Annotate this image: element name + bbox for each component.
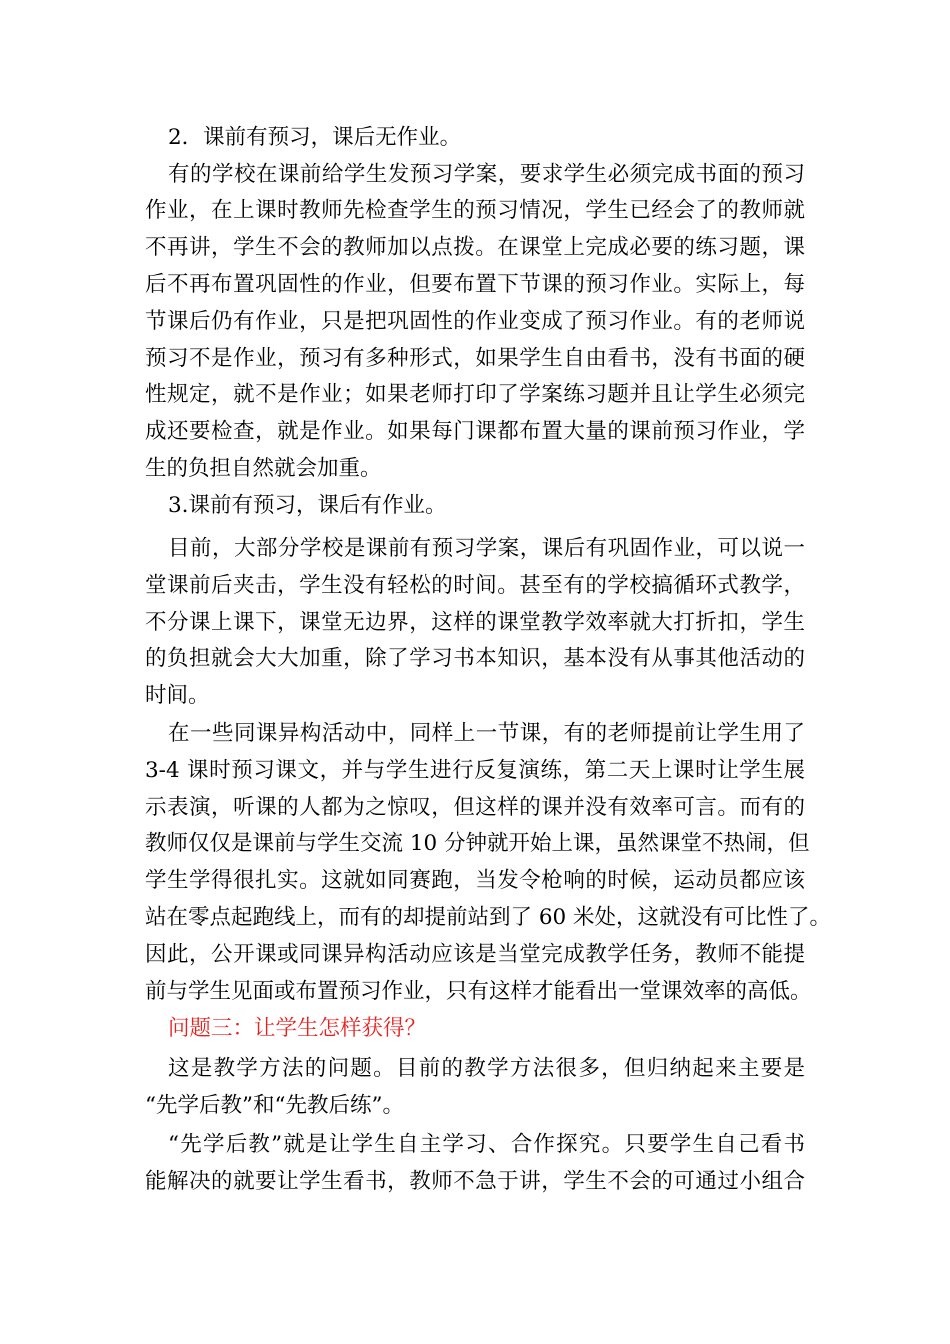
paragraph-line: 有的学校在课前给学生发预习学案，要求学生必须完成书面的预习 [168, 162, 805, 187]
paragraph-line: 性规定，就不是作业；如果老师打印了学案练习题并且让学生必须完 [145, 382, 805, 407]
paragraph-line: 3-4 课时预习课文，并与学生进行反复演练，第二天上课时让学生展 [145, 758, 805, 783]
paragraph-line: 教师仅仅是课前与学生交流 10 分钟就开始上课，虽然课堂不热闹，但 [145, 831, 810, 856]
paragraph-line: 在一些同课异构活动中，同样上一节课，有的老师提前让学生用了 [168, 721, 805, 746]
paragraph-line: 生的负担自然就会加重。 [145, 456, 382, 481]
paragraph-line: “先学后教”和“先教后练”。 [145, 1093, 404, 1118]
paragraph-line: 后不再布置巩固性的作业，但要布置下节课的预习作业。实际上，每 [145, 272, 805, 297]
paragraph-line: 时间。 [145, 683, 210, 708]
section-heading-3: 3.课前有预习，课后有作业。 [168, 493, 447, 518]
paragraph-line: 学生学得很扎实。这就如同赛跑，当发令枪响的时候，运动员都应该 [145, 868, 805, 893]
section-heading-2: 2．课前有预习，课后无作业。 [168, 125, 462, 150]
paragraph-line: 这是教学方法的问题。目前的教学方法很多，但归纳起来主要是 [168, 1056, 805, 1081]
paragraph-line: 成还要检查，就是作业。如果每门课都布置大量的课前预习作业，学 [145, 419, 805, 444]
paragraph-line: 节课后仍有作业，只是把巩固性的作业变成了预习作业。有的老师说 [145, 309, 805, 334]
paragraph-line: 堂课前后夹击，学生没有轻松的时间。甚至有的学校搞循环式教学， [145, 573, 805, 598]
paragraph-line: 预习不是作业，预习有多种形式，如果学生自由看书，没有书面的硬 [145, 346, 805, 371]
paragraph-line: 前与学生见面或布置预习作业，只有这样才能看出一堂课效率的高低。 [145, 979, 812, 1004]
paragraph-line: 目前，大部分学校是课前有预习学案，课后有巩固作业，可以说一 [168, 536, 805, 561]
paragraph-line: 不再讲，学生不会的教师加以点拨。在课堂上完成必要的练习题，课 [145, 235, 805, 260]
paragraph-line: 因此，公开课或同课异构活动应该是当堂完成教学任务，教师不能提 [145, 942, 805, 967]
paragraph-line: 不分课上课下，课堂无边界，这样的课堂教学效率就大打折扣，学生 [145, 610, 805, 635]
paragraph-line: “先学后教”就是让学生自主学习、合作探究。只要学生自己看书 [168, 1132, 805, 1157]
paragraph-line: 站在零点起跑线上，而有的却提前站到了 60 米处，这就没有可比性了。 [145, 905, 832, 930]
question-three-heading: 问题三：让学生怎样获得？ [168, 1016, 427, 1041]
paragraph-line: 能解决的就要让学生看书，教师不急于讲，学生不会的可通过小组合 [145, 1169, 805, 1194]
paragraph-line: 示表演，听课的人都为之惊叹，但这样的课并没有效率可言。而有的 [145, 795, 805, 820]
paragraph-line: 的负担就会大大加重，除了学习书本知识，基本没有从事其他活动的 [145, 646, 805, 671]
paragraph-line: 作业，在上课时教师先检查学生的预习情况，学生已经会了的教师就 [145, 198, 805, 223]
